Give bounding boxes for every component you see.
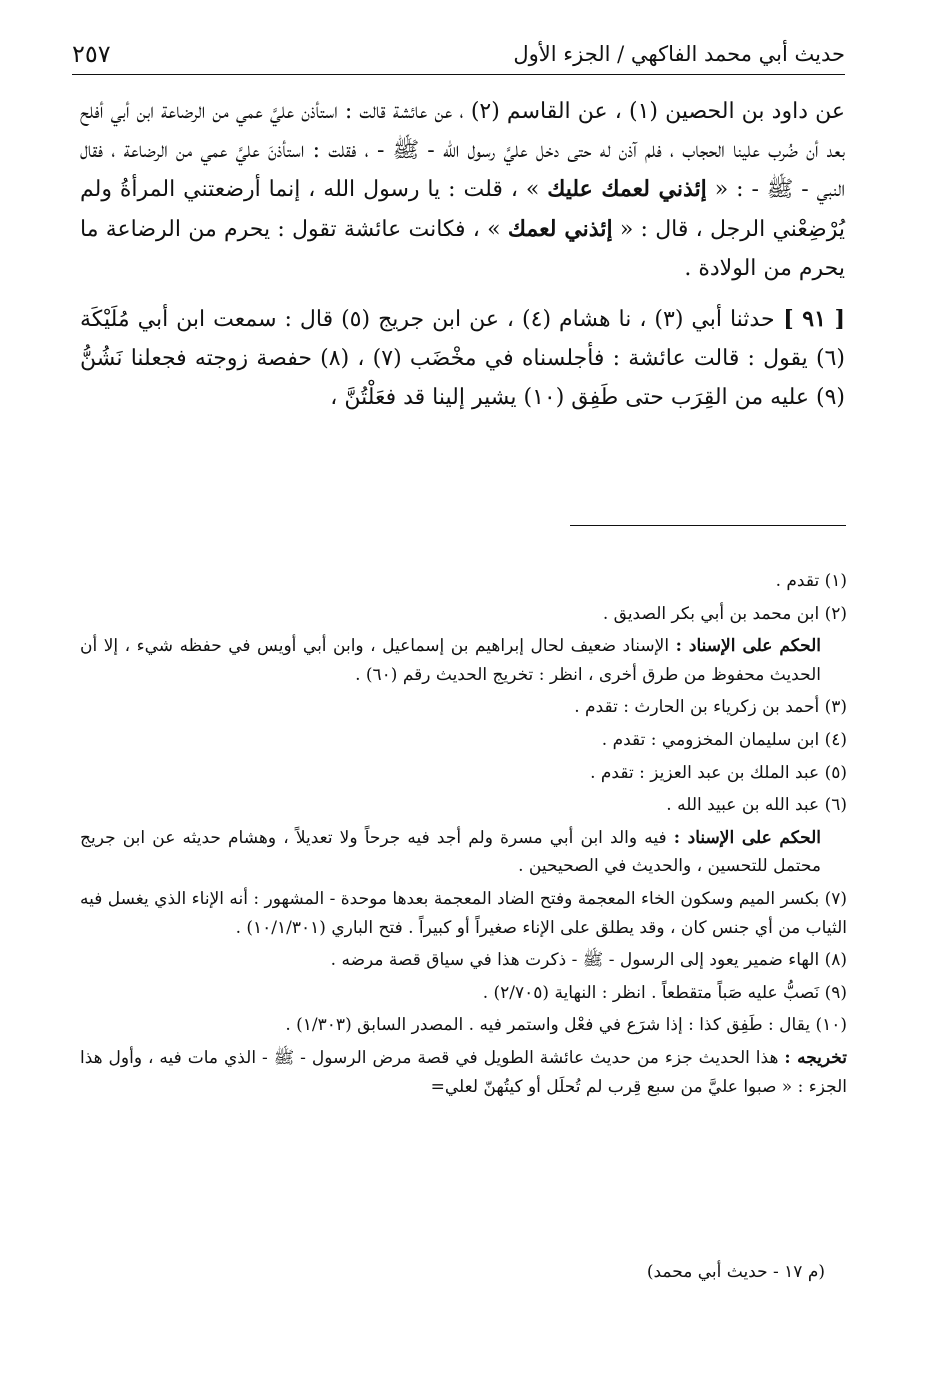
hadith-paragraph-1 (80, 92, 845, 288)
footnote (80, 759, 847, 788)
footnote (80, 946, 847, 975)
footnote-text: (١٠) يقال : طَفِق كذا : إذا شرَع في فعْل واستمر فيه . المصدر السابق (١/٣٠٣) . (285, 1015, 847, 1036)
footnotes (80, 567, 847, 1105)
footnote (80, 979, 847, 1008)
main-text (80, 92, 845, 418)
footnote (80, 632, 847, 689)
footnote-text: (١) تقدم . (775, 571, 847, 591)
page-number: ٢٥٧ (72, 40, 111, 68)
footnote-label: الحكم على الإسناد : (673, 827, 822, 848)
footnote-text: (٩) نَصبُّ عليه صَباً متقطعاً . انظر : النهاية (٢/٧٠٥) . (482, 982, 847, 1003)
text-run: » ، فكانت عائشة تقول : يحرم من الرضاعة ما يحرم من الولادة . (80, 216, 845, 281)
footnote (80, 1011, 847, 1040)
running-header (72, 40, 845, 75)
footnote-text: (٦) عبد الله بن عبيد الله . (666, 795, 847, 816)
footnote (80, 791, 847, 820)
signature-reference: (م ١٧ - حديث أبي محمد) (646, 1262, 825, 1282)
emphasized-text: إئذني لعمك عليك (547, 176, 707, 203)
footnote-text: الإسناد ضعيف لحال إبراهيم بن إسماعيل ، وابن أبي أويس في حفظه شيء ، إلا أن الحديث محفوظ من طرق أخرى ، انظر : تخريج الحديث رقم (٦٠) . (80, 636, 821, 685)
footnote-text: (٧) بكسر الميم وسكون الخاء المعجمة وفتح الضاد المعجمة بعدها موحدة - المشهور : أنه الإناء الذي يغسل فيه الثياب من أي جنس كان ، وقد يطلق على الإناء صغيراً أو كبيراً . فتح الباري (١٠/١/٣٠١) . (79, 888, 847, 938)
footnote-label: تخريجه : (784, 1047, 847, 1068)
footnote-text: فيه والد ابن أبي مسرة ولم أجد فيه جرحاً ولا تعديلاً ، وهشام حديثه عن ابن جريج محتمل للتحسين ، والحديث في الصحيحين . (80, 827, 821, 877)
footnote (80, 885, 847, 942)
footnote (80, 693, 847, 722)
footnote (80, 726, 847, 755)
footnote-text: هذا الحديث جزء من حديث عائشة الطويل في قصة مرض الرسول - ﷺ - الذي مات فيه ، وأول هذا الجزء : « صبوا عليَّ من سبع قِرب لم تُحلَل أو كيتُهنّ لعلي= (80, 1047, 847, 1097)
footnote-text: (٢) ابن محمد بن أبي بكر الصديق . (602, 603, 847, 624)
text-run: » ، قلت : يا رسول الله ، إنما أرضعتني المرأةُ ولم يُرْضِعْني الرجل ، قال : « (80, 177, 845, 242)
footnote (80, 600, 847, 629)
footnote-text: (٤) ابن سليمان المخزومي : تقدم . (601, 729, 847, 750)
footnote-text: (٣) أحمد بن زكرياء بن الحارث : تقدم . (574, 697, 847, 718)
footnote-label: الحكم على الإسناد : (675, 636, 821, 657)
footnote-text: (٨) الهاء ضمير يعود إلى الرسول - ﷺ - ذكرت هذا في سياق قصة مرضه . (330, 950, 847, 971)
footnote (80, 1044, 847, 1101)
text-run: حدثنا أبي (٣) ، نا هشام (٤) ، عن ابن جريج (٥) قال : سمعت ابن أبي مُلَيْكَة (٦) يقول : قالت عائشة : فأجلسناه في مخْضَب (٧) ، (٨) حفصة زوجته فجعلنا نَشُنُّ (٩) عليه من القِرَب حتى طَفِق (١٠) يشير إلينا قد فعَلْتُنَّ ، (80, 307, 845, 411)
running-title: حديث أبي محمد الفاكهي / الجزء الأول (513, 42, 845, 66)
footnote-text: (٥) عبد الملك بن عبد العزيز : تقدم . (590, 762, 847, 783)
text-run: عن داود بن الحصين (١) ، عن القاسم (٢) ، عن عائشة قالت : استأذن عليَّ عمي من الرضاعة ابن أبي أفلح بعد أن ضُرب علينا الحجاب ، فلم آذن له حتى دخل عليَّ رسول الله - ﷺ - ، فقلت : استأذنَ عليَّ عمي من الرضاعة ، فقال النبي - ﷺ - : « (80, 99, 846, 203)
hadith-paragraph-2 (80, 300, 845, 418)
footnote-separator (570, 525, 846, 526)
footnote (80, 567, 847, 596)
emphasized-text: [ ٩١ ] (774, 306, 845, 333)
footnote (80, 824, 847, 881)
emphasized-text: إئذني لعمك (507, 215, 613, 242)
